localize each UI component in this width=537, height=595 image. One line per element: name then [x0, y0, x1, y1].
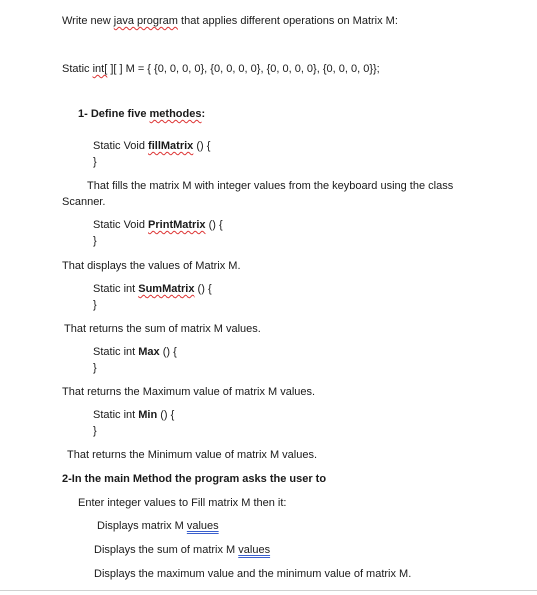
method-signature	[93, 218, 223, 232]
method-signature-suffix: () {	[205, 219, 223, 231]
section1-heading-prefix: 1- Define five	[78, 108, 150, 120]
method-signature	[93, 282, 212, 296]
section1-heading-word: methodes	[149, 108, 202, 120]
section2-item-word: values	[186, 520, 219, 532]
section2-item-text: Displays matrix M	[97, 520, 187, 532]
method-close-brace: }	[93, 235, 97, 247]
method-signature-prefix: Static Void	[93, 140, 149, 152]
method-description: That returns the Minimum value of matrix M values.	[67, 449, 318, 461]
method-name: fillMatrix	[148, 140, 194, 152]
method-signature-suffix: () {	[194, 283, 212, 295]
method-close-brace: }	[93, 362, 97, 374]
declaration-rest: ][ ] M = { {0, 0, 0, 0}, {0, 0, 0, 0}, {0, 0, 0, 0}, {0, 0, 0, 0}};	[107, 63, 380, 75]
intro-prefix: Write new	[62, 15, 114, 27]
section2-enter-line: Enter integer values to Fill matrix M then it:	[78, 497, 287, 509]
section2-item-text: Displays the sum of matrix M	[94, 544, 239, 556]
intro-line	[62, 14, 398, 28]
section2-item	[94, 543, 270, 557]
section2-item	[94, 567, 411, 581]
method-signature-prefix: Static int	[93, 283, 139, 295]
method-name: SumMatrix	[138, 283, 195, 295]
method-signature	[93, 139, 210, 153]
method-signature	[93, 408, 174, 422]
declaration-line	[62, 62, 380, 76]
method-close-brace: }	[93, 156, 97, 168]
method-signature-prefix: Static int	[93, 346, 139, 358]
method-signature-suffix: () {	[157, 409, 175, 421]
section1-heading	[78, 107, 205, 121]
intro-link-text: java program	[113, 15, 178, 27]
method-name: Max	[138, 346, 160, 358]
section2-heading: 2-In the main Method the program asks the user to	[62, 473, 327, 485]
section2-item	[97, 519, 219, 533]
method-close-brace: }	[93, 299, 97, 311]
declaration-type-word: int[	[92, 63, 108, 75]
method-signature-prefix: Static int	[93, 409, 139, 421]
declaration-prefix: Static	[62, 63, 93, 75]
method-description: That fills the matrix M with integer values from the keyboard using the class	[87, 180, 454, 192]
method-name: PrintMatrix	[148, 219, 206, 231]
method-description-cont: Scanner.	[62, 196, 106, 208]
section1-heading-suffix: :	[201, 108, 206, 120]
method-description: That displays the values of Matrix M.	[62, 260, 241, 272]
method-close-brace: }	[93, 425, 97, 437]
method-name: Min	[138, 409, 158, 421]
intro-suffix: that applies different operations on Matrix M:	[177, 15, 398, 27]
method-signature	[93, 345, 177, 359]
page-bottom-divider	[0, 590, 537, 591]
method-signature-suffix: () {	[193, 140, 211, 152]
method-description: That returns the sum of matrix M values.	[64, 323, 261, 335]
method-description: That returns the Maximum value of matrix M values.	[62, 386, 316, 398]
method-signature-prefix: Static Void	[93, 219, 149, 231]
section2-item-word: values	[238, 544, 271, 556]
section2-item-text: Displays the maximum value and the minimum value of matrix M.	[94, 568, 412, 580]
method-signature-suffix: () {	[159, 346, 177, 358]
